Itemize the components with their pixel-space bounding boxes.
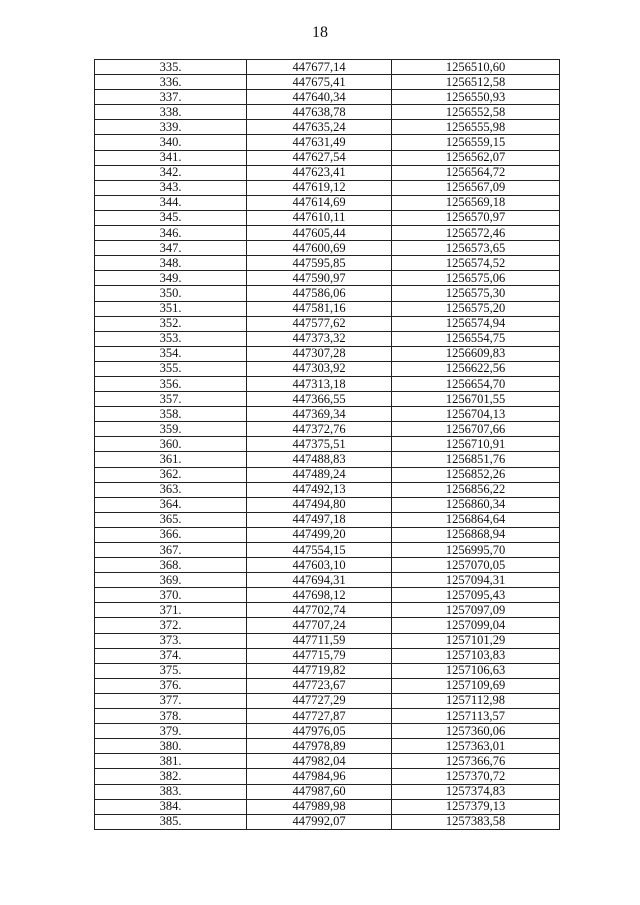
x-coordinate-cell: 447488,83 (247, 452, 392, 467)
table-row (95, 286, 560, 301)
y-coordinate-cell: 1256701,55 (392, 392, 560, 407)
x-coordinate-cell: 447719,82 (247, 663, 392, 678)
point-number-cell: 357. (95, 392, 247, 407)
y-coordinate-cell: 1256868,94 (392, 527, 560, 542)
x-coordinate-cell: 447372,76 (247, 422, 392, 437)
y-coordinate-cell: 1257374,83 (392, 784, 560, 799)
table-row (95, 754, 560, 769)
table-row (95, 422, 560, 437)
point-number-cell: 384. (95, 799, 247, 814)
x-coordinate-cell: 447489,24 (247, 467, 392, 482)
y-coordinate-cell: 1256710,91 (392, 437, 560, 452)
table-row (95, 331, 560, 346)
table-row (95, 543, 560, 558)
y-coordinate-cell: 1257383,58 (392, 814, 560, 829)
x-coordinate-cell: 447600,69 (247, 241, 392, 256)
point-number-cell: 340. (95, 135, 247, 150)
point-number-cell: 348. (95, 256, 247, 271)
x-coordinate-cell: 447303,92 (247, 361, 392, 376)
x-coordinate-cell: 447595,85 (247, 256, 392, 271)
x-coordinate-cell: 447677,14 (247, 60, 392, 75)
table-row (95, 195, 560, 210)
y-coordinate-cell: 1257097,09 (392, 603, 560, 618)
table-row (95, 90, 560, 105)
y-coordinate-cell: 1256860,34 (392, 497, 560, 512)
point-number-cell: 355. (95, 361, 247, 376)
x-coordinate-cell: 447614,69 (247, 195, 392, 210)
x-coordinate-cell: 447715,79 (247, 648, 392, 663)
x-coordinate-cell: 447707,24 (247, 618, 392, 633)
table-row (95, 814, 560, 829)
point-number-cell: 350. (95, 286, 247, 301)
y-coordinate-cell: 1257112,98 (392, 693, 560, 708)
point-number-cell: 341. (95, 150, 247, 165)
y-coordinate-cell: 1256559,15 (392, 135, 560, 150)
x-coordinate-cell: 447723,67 (247, 678, 392, 693)
coordinates-table-body (95, 60, 560, 830)
point-number-cell: 336. (95, 75, 247, 90)
point-number-cell: 364. (95, 497, 247, 512)
table-row (95, 346, 560, 361)
point-number-cell: 344. (95, 195, 247, 210)
point-number-cell: 351. (95, 301, 247, 316)
table-row (95, 467, 560, 482)
x-coordinate-cell: 447494,80 (247, 497, 392, 512)
x-coordinate-cell: 447610,11 (247, 210, 392, 225)
table-row (95, 527, 560, 542)
x-coordinate-cell: 447635,24 (247, 120, 392, 135)
y-coordinate-cell: 1256574,52 (392, 256, 560, 271)
point-number-cell: 373. (95, 633, 247, 648)
y-coordinate-cell: 1256622,56 (392, 361, 560, 376)
x-coordinate-cell: 447989,98 (247, 799, 392, 814)
x-coordinate-cell: 447631,49 (247, 135, 392, 150)
table-row (95, 407, 560, 422)
point-number-cell: 385. (95, 814, 247, 829)
y-coordinate-cell: 1256555,98 (392, 120, 560, 135)
x-coordinate-cell: 447605,44 (247, 226, 392, 241)
x-coordinate-cell: 447619,12 (247, 180, 392, 195)
table-row (95, 392, 560, 407)
y-coordinate-cell: 1256510,60 (392, 60, 560, 75)
x-coordinate-cell: 447369,34 (247, 407, 392, 422)
point-number-cell: 383. (95, 784, 247, 799)
table-row (95, 618, 560, 633)
point-number-cell: 370. (95, 588, 247, 603)
y-coordinate-cell: 1256654,70 (392, 376, 560, 391)
y-coordinate-cell: 1257360,06 (392, 724, 560, 739)
table-row (95, 784, 560, 799)
table-row (95, 603, 560, 618)
y-coordinate-cell: 1257113,57 (392, 709, 560, 724)
x-coordinate-cell: 447307,28 (247, 346, 392, 361)
point-number-cell: 359. (95, 422, 247, 437)
x-coordinate-cell: 447554,15 (247, 543, 392, 558)
page-number: 18 (312, 24, 328, 41)
point-number-cell: 361. (95, 452, 247, 467)
table-row (95, 120, 560, 135)
x-coordinate-cell: 447675,41 (247, 75, 392, 90)
table-row (95, 709, 560, 724)
x-coordinate-cell: 447497,18 (247, 512, 392, 527)
table-row (95, 693, 560, 708)
table-row (95, 241, 560, 256)
table-row (95, 573, 560, 588)
y-coordinate-cell: 1256573,65 (392, 241, 560, 256)
table-row (95, 271, 560, 286)
point-number-cell: 339. (95, 120, 247, 135)
table-row (95, 452, 560, 467)
point-number-cell: 342. (95, 165, 247, 180)
y-coordinate-cell: 1256707,66 (392, 422, 560, 437)
table-row (95, 361, 560, 376)
x-coordinate-cell: 447702,74 (247, 603, 392, 618)
x-coordinate-cell: 447366,55 (247, 392, 392, 407)
point-number-cell: 335. (95, 60, 247, 75)
x-coordinate-cell: 447982,04 (247, 754, 392, 769)
y-coordinate-cell: 1257366,76 (392, 754, 560, 769)
table-row (95, 60, 560, 75)
point-number-cell: 365. (95, 512, 247, 527)
table-row (95, 512, 560, 527)
table-row (95, 633, 560, 648)
y-coordinate-cell: 1257370,72 (392, 769, 560, 784)
point-number-cell: 368. (95, 558, 247, 573)
point-number-cell: 354. (95, 346, 247, 361)
point-number-cell: 372. (95, 618, 247, 633)
point-number-cell: 378. (95, 709, 247, 724)
table-row (95, 256, 560, 271)
point-number-cell: 374. (95, 648, 247, 663)
y-coordinate-cell: 1256575,20 (392, 301, 560, 316)
x-coordinate-cell: 447492,13 (247, 482, 392, 497)
y-coordinate-cell: 1256512,58 (392, 75, 560, 90)
table-row (95, 558, 560, 573)
table-row (95, 180, 560, 195)
y-coordinate-cell: 1256554,75 (392, 331, 560, 346)
point-number-cell: 349. (95, 271, 247, 286)
point-number-cell: 376. (95, 678, 247, 693)
table-row (95, 437, 560, 452)
point-number-cell: 352. (95, 316, 247, 331)
y-coordinate-cell: 1257099,04 (392, 618, 560, 633)
x-coordinate-cell: 447499,20 (247, 527, 392, 542)
table-row (95, 678, 560, 693)
table-row (95, 663, 560, 678)
x-coordinate-cell: 447987,60 (247, 784, 392, 799)
point-number-cell: 371. (95, 603, 247, 618)
point-number-cell: 367. (95, 543, 247, 558)
y-coordinate-cell: 1257363,01 (392, 739, 560, 754)
point-number-cell: 343. (95, 180, 247, 195)
table-row (95, 588, 560, 603)
y-coordinate-cell: 1257109,69 (392, 678, 560, 693)
point-number-cell: 381. (95, 754, 247, 769)
table-row (95, 150, 560, 165)
table-row (95, 482, 560, 497)
point-number-cell: 353. (95, 331, 247, 346)
y-coordinate-cell: 1256562,07 (392, 150, 560, 165)
y-coordinate-cell: 1256704,13 (392, 407, 560, 422)
x-coordinate-cell: 447373,32 (247, 331, 392, 346)
x-coordinate-cell: 447698,12 (247, 588, 392, 603)
table-row (95, 724, 560, 739)
y-coordinate-cell: 1257094,31 (392, 573, 560, 588)
x-coordinate-cell: 447313,18 (247, 376, 392, 391)
y-coordinate-cell: 1256572,46 (392, 226, 560, 241)
y-coordinate-cell: 1256575,30 (392, 286, 560, 301)
x-coordinate-cell: 447984,96 (247, 769, 392, 784)
coordinates-table (94, 59, 560, 830)
x-coordinate-cell: 447992,07 (247, 814, 392, 829)
y-coordinate-cell: 1256564,72 (392, 165, 560, 180)
y-coordinate-cell: 1256570,97 (392, 210, 560, 225)
y-coordinate-cell: 1256550,93 (392, 90, 560, 105)
table-row (95, 799, 560, 814)
table-row (95, 210, 560, 225)
y-coordinate-cell: 1256574,94 (392, 316, 560, 331)
point-number-cell: 337. (95, 90, 247, 105)
point-number-cell: 375. (95, 663, 247, 678)
y-coordinate-cell: 1256567,09 (392, 180, 560, 195)
point-number-cell: 360. (95, 437, 247, 452)
x-coordinate-cell: 447623,41 (247, 165, 392, 180)
table-row (95, 301, 560, 316)
table-row (95, 769, 560, 784)
x-coordinate-cell: 447627,54 (247, 150, 392, 165)
x-coordinate-cell: 447375,51 (247, 437, 392, 452)
x-coordinate-cell: 447711,59 (247, 633, 392, 648)
table-row (95, 497, 560, 512)
x-coordinate-cell: 447577,62 (247, 316, 392, 331)
x-coordinate-cell: 447586,06 (247, 286, 392, 301)
x-coordinate-cell: 447976,05 (247, 724, 392, 739)
x-coordinate-cell: 447638,78 (247, 105, 392, 120)
y-coordinate-cell: 1257379,13 (392, 799, 560, 814)
y-coordinate-cell: 1256856,22 (392, 482, 560, 497)
table-row (95, 105, 560, 120)
point-number-cell: 369. (95, 573, 247, 588)
table-row (95, 648, 560, 663)
y-coordinate-cell: 1257095,43 (392, 588, 560, 603)
point-number-cell: 338. (95, 105, 247, 120)
y-coordinate-cell: 1256995,70 (392, 543, 560, 558)
y-coordinate-cell: 1257101,29 (392, 633, 560, 648)
y-coordinate-cell: 1257103,83 (392, 648, 560, 663)
y-coordinate-cell: 1256552,58 (392, 105, 560, 120)
table-row (95, 75, 560, 90)
point-number-cell: 379. (95, 724, 247, 739)
point-number-cell: 382. (95, 769, 247, 784)
table-row (95, 165, 560, 180)
y-coordinate-cell: 1256609,83 (392, 346, 560, 361)
y-coordinate-cell: 1256569,18 (392, 195, 560, 210)
table-row (95, 226, 560, 241)
y-coordinate-cell: 1257070,05 (392, 558, 560, 573)
table-row (95, 135, 560, 150)
point-number-cell: 366. (95, 527, 247, 542)
x-coordinate-cell: 447640,34 (247, 90, 392, 105)
point-number-cell: 356. (95, 376, 247, 391)
x-coordinate-cell: 447978,89 (247, 739, 392, 754)
point-number-cell: 346. (95, 226, 247, 241)
y-coordinate-cell: 1256864,64 (392, 512, 560, 527)
point-number-cell: 347. (95, 241, 247, 256)
table-row (95, 376, 560, 391)
point-number-cell: 358. (95, 407, 247, 422)
point-number-cell: 345. (95, 210, 247, 225)
point-number-cell: 362. (95, 467, 247, 482)
point-number-cell: 377. (95, 693, 247, 708)
table-row (95, 739, 560, 754)
x-coordinate-cell: 447727,29 (247, 693, 392, 708)
y-coordinate-cell: 1256851,76 (392, 452, 560, 467)
y-coordinate-cell: 1256852,26 (392, 467, 560, 482)
point-number-cell: 380. (95, 739, 247, 754)
x-coordinate-cell: 447581,16 (247, 301, 392, 316)
y-coordinate-cell: 1257106,63 (392, 663, 560, 678)
x-coordinate-cell: 447727,87 (247, 709, 392, 724)
x-coordinate-cell: 447590,97 (247, 271, 392, 286)
point-number-cell: 363. (95, 482, 247, 497)
x-coordinate-cell: 447603,10 (247, 558, 392, 573)
y-coordinate-cell: 1256575,06 (392, 271, 560, 286)
table-row (95, 316, 560, 331)
x-coordinate-cell: 447694,31 (247, 573, 392, 588)
